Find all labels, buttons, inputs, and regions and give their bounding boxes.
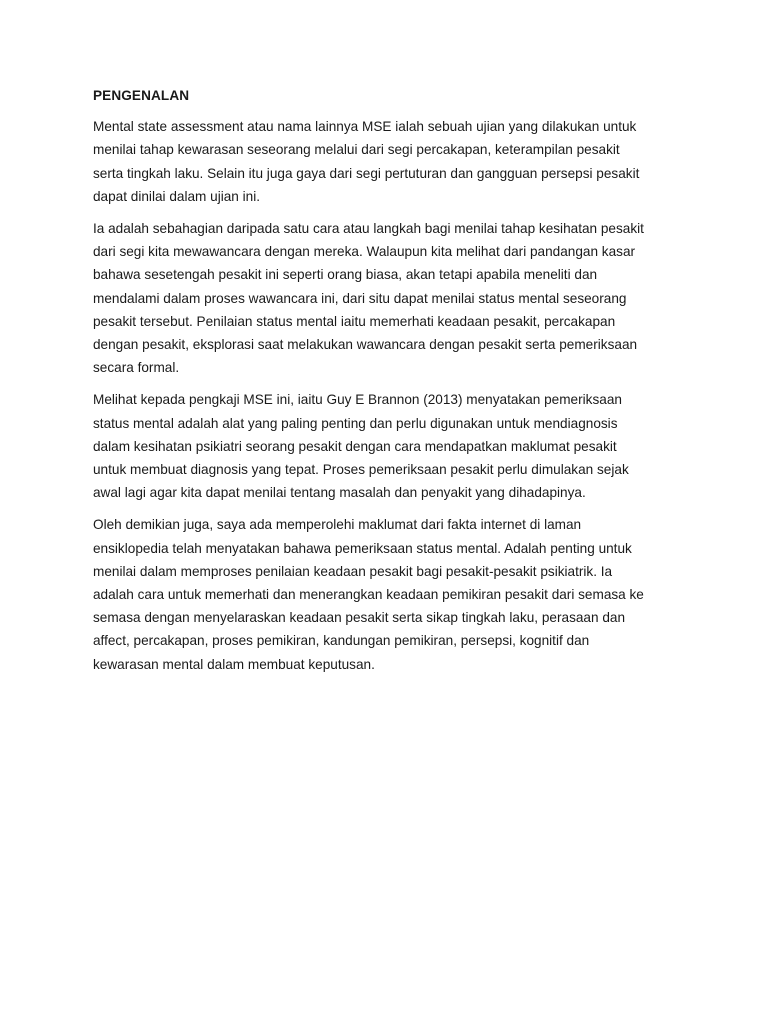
paragraph-line: Ia adalah sebahagian daripada satu cara atau langkah bagi menilai tahap kesihatan pesakit [93, 221, 644, 237]
paragraph-line: Mental state assessment atau nama lainnya MSE ialah sebuah ujian yang dilakukan untuk [93, 119, 637, 135]
paragraph-line: serta tingkah laku. Selain itu juga gaya dari segi pertuturan dan gangguan persepsi pesakit [93, 165, 640, 181]
paragraph-3 [93, 388, 675, 504]
paragraph-line: Oleh demikian juga, saya ada memperolehi maklumat dari fakta internet di laman [93, 517, 582, 533]
paragraph-line: Melihat kepada pengkaji MSE ini, iaitu Guy E Brannon (2013) menyatakan pemeriksaan [93, 392, 622, 408]
section-heading: PENGENALAN [93, 88, 190, 103]
document-body [93, 84, 675, 685]
paragraph-line: pesakit tersebut. Penilaian status mental iaitu memerhati keadaan pesakit, percakapan [93, 313, 616, 329]
paragraph-line: bahawa sesetengah pesakit ini seperti orang biasa, akan tetapi apabila meneliti dan [93, 267, 598, 283]
paragraph-line: adalah cara untuk memerhati dan menerangkan keadaan pemikiran pesakit dari semasa ke [93, 587, 644, 603]
paragraph-4 [93, 513, 675, 675]
paragraph-line: dari segi kita mewawancara dengan mereka. Walaupun kita melihat dari pandangan kasar [93, 244, 636, 260]
paragraph-line: status mental adalah alat yang paling penting dan perlu digunakan untuk mendiagnosis [93, 415, 618, 431]
paragraph-line: affect, percakapan, proses pemikiran, kandungan pemikiran, persepsi, kognitif dan [93, 633, 590, 649]
paragraph-line: mendalami dalam proses wawancara ini, dari situ dapat menilai status mental seseorang [93, 290, 627, 306]
paragraph-line: semasa dengan menyelaraskan keadaan pesakit serta sikap tingkah laku, perasaan dan [93, 610, 626, 626]
paragraph-line: secara formal. [93, 360, 180, 376]
paragraph-line: menilai tahap kewarasan seseorang melalui dari segi percakapan, keterampilan pesakit [93, 142, 620, 158]
paragraph-line: dengan pesakit, eksplorasi saat melakukan wawancara dengan pesakit serta pemeriksaan [93, 337, 638, 353]
paragraph-line: dapat dinilai dalam ujian ini. [93, 188, 261, 204]
paragraph-line: untuk membuat diagnosis yang tepat. Proses pemeriksaan pesakit perlu dimulakan sejak [93, 462, 629, 478]
paragraph-line: menilai dalam memproses penilaian keadaan pesakit bagi pesakit-pesakit psikiatrik. Ia [93, 563, 613, 579]
paragraph-line: dalam kesihatan psikiatri seorang pesakit dengan cara mendapatkan maklumat pesakit [93, 438, 617, 454]
paragraph-line: kewarasan mental dalam membuat keputusan. [93, 656, 375, 672]
paragraph-line: awal lagi agar kita dapat menilai tentang masalah dan penyakit yang dihadapinya. [93, 485, 586, 501]
paragraph-2 [93, 217, 675, 379]
paragraph-line: ensiklopedia telah menyatakan bahawa pemeriksaan status mental. Adalah penting untuk [93, 540, 632, 556]
paragraph-1 [93, 115, 675, 208]
